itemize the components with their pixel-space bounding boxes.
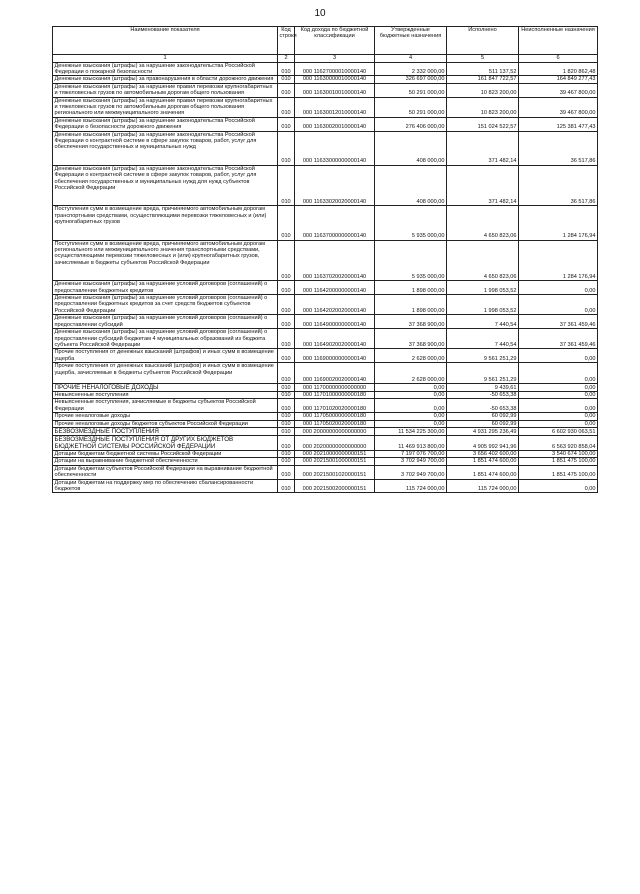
indicator-name-cell: Денежные взыскания (штрафы) за нарушение условий договоров (соглашений) о предоставлении бюджетных кредитов: [53, 281, 278, 295]
table-row: [53, 131, 598, 165]
executed-cell: 60 092,99: [447, 420, 519, 427]
indicator-name-cell: Прочие неналоговые доходы бюджетов субъектов Российской Федерации: [53, 420, 278, 427]
indicator-name-cell: Дотации бюджетам субъектов Российской Федерации на выравнивание бюджетной обеспеченности: [53, 465, 278, 479]
indicator-name-cell: Дотации на выравнивание бюджетной обеспеченности: [53, 458, 278, 465]
line-code-cell: 010: [278, 295, 295, 315]
unexecuted-cell: 0,00: [519, 479, 598, 493]
income-code-cell: 000 11637000000000140: [295, 206, 375, 240]
approved-cell: 50 291 000,00: [375, 97, 447, 117]
executed-cell: 161 847 722,57: [447, 76, 519, 83]
approved-cell: 3 702 949 700,00: [375, 465, 447, 479]
approved-cell: 11 469 913 800,00: [375, 435, 447, 450]
unexecuted-cell: 164 849 277,43: [519, 76, 598, 83]
executed-cell: 3 656 402 600,00: [447, 450, 519, 457]
executed-cell: 9 561 251,29: [447, 363, 519, 384]
unexecuted-cell: 1 284 176,94: [519, 206, 598, 240]
line-code-cell: 010: [278, 363, 295, 384]
executed-cell: 371 482,14: [447, 131, 519, 165]
income-code-cell: 000 11690000000000140: [295, 349, 375, 363]
indicator-name-cell: Денежные взыскания (штрафы) за нарушение правил перевозки крупногабаритных и тяжеловесных грузов по автомобильным дорогам общего пользования регионального или межмуниципального значения: [53, 97, 278, 117]
approved-cell: 0,00: [375, 383, 447, 391]
indicator-name-cell: Денежные взыскания (штрафы) за нарушение законодательства Российской Федерации о контрактной системе в сфере закупок товаров, работ, услуг для обеспечения государственных и муниципальных нужд: [53, 131, 278, 165]
approved-cell: 3 702 949 700,00: [375, 458, 447, 465]
income-code-cell: 000 20215001000000151: [295, 458, 375, 465]
executed-cell: 60 092,99: [447, 413, 519, 420]
unexecuted-cell: 39 467 800,00: [519, 97, 598, 117]
line-code-cell: 010: [278, 465, 295, 479]
table-row: [53, 83, 598, 97]
line-code-cell: 010: [278, 349, 295, 363]
income-code-cell: 000 11700000000000000: [295, 383, 375, 391]
table-row: [53, 399, 598, 413]
executed-cell: 1 851 474 600,00: [447, 465, 519, 479]
income-code-cell: 000 11649000000000140: [295, 315, 375, 329]
line-code-cell: 010: [278, 165, 295, 206]
table-row: [53, 117, 598, 131]
column-number: 3: [295, 55, 375, 63]
indicator-name-cell: ПРОЧИЕ НЕНАЛОГОВЫЕ ДОХОДЫ: [53, 383, 278, 391]
table-row: [53, 465, 598, 479]
executed-cell: 9 561 251,29: [447, 349, 519, 363]
table-row: [53, 435, 598, 450]
table-row: [53, 240, 598, 281]
line-code-cell: 010: [278, 329, 295, 349]
executed-cell: -50 653,38: [447, 391, 519, 398]
unexecuted-cell: 39 467 800,00: [519, 83, 598, 97]
unexecuted-cell: 37 361 459,46: [519, 329, 598, 349]
indicator-name-cell: Дотации бюджетам на поддержку мер по обеспечению сбалансированности бюджетов: [53, 479, 278, 493]
table-row: [53, 97, 598, 117]
indicator-name-cell: Поступления сумм в возмещение вреда, причиняемого автомобильным дорогам регионального или межмуниципального значения транспортными средствами, осуществляющими перевозки тяжеловесных и (или) крупногабаритных грузов, зачисляемые в бюджеты субъектов Российской Федерации: [53, 240, 278, 281]
line-code-cell: 010: [278, 435, 295, 450]
executed-cell: 7 440,54: [447, 315, 519, 329]
executed-cell: 1 998 053,52: [447, 295, 519, 315]
column-number: 6: [519, 55, 598, 63]
indicator-name-cell: БЕЗВОЗМЕЗДНЫЕ ПОСТУПЛЕНИЯ: [53, 427, 278, 435]
line-code-cell: 010: [278, 450, 295, 457]
line-code-cell: 010: [278, 206, 295, 240]
income-code-cell: 000 11642020020000140: [295, 295, 375, 315]
income-code-cell: 000 11633020020000140: [295, 165, 375, 206]
header-unexecuted: Неисполненные назначения: [519, 27, 598, 55]
unexecuted-cell: 0,00: [519, 383, 598, 391]
table-row: [53, 427, 598, 435]
indicator-name-cell: Прочие неналоговые доходы: [53, 413, 278, 420]
indicator-name-cell: Дотации бюджетам бюджетной системы Российской Федерации: [53, 450, 278, 457]
approved-cell: 0,00: [375, 413, 447, 420]
executed-cell: 10 823 200,00: [447, 83, 519, 97]
table-row: [53, 165, 598, 206]
income-code-cell: 000 11630000010000140: [295, 76, 375, 83]
approved-cell: 5 935 000,00: [375, 206, 447, 240]
approved-cell: 2 332 000,00: [375, 62, 447, 76]
indicator-name-cell: Денежные взыскания (штрафы) за правонарушения в области дорожного движения: [53, 76, 278, 83]
income-code-cell: 000 11642000000000140: [295, 281, 375, 295]
executed-cell: 511 137,52: [447, 62, 519, 76]
income-code-cell: 000 11705000000000180: [295, 413, 375, 420]
executed-cell: 4 931 295 236,49: [447, 427, 519, 435]
line-code-cell: 010: [278, 413, 295, 420]
indicator-name-cell: БЕЗВОЗМЕЗДНЫЕ ПОСТУПЛЕНИЯ ОТ ДРУГИХ БЮДЖЕТОВ БЮДЖЕТНОЙ СИСТЕМЫ РОССИЙСКОЙ ФЕДЕРАЦИИ: [53, 435, 278, 450]
indicator-name-cell: Денежные взыскания (штрафы) за нарушение правил перевозки крупногабаритных и тяжеловесных грузов по автомобильным дорогам общего пользования: [53, 83, 278, 97]
table-row: [53, 329, 598, 349]
approved-cell: 50 291 000,00: [375, 83, 447, 97]
indicator-name-cell: Денежные взыскания (штрафы) за нарушение условий договоров (соглашений) о предоставлении субсидий бюджетам 4 муниципальных образований из бюджета субъекта Российской Федерации: [53, 329, 278, 349]
approved-cell: 11 534 225 300,00: [375, 427, 447, 435]
executed-cell: 7 440,54: [447, 329, 519, 349]
table-header-row: [53, 27, 598, 55]
executed-cell: 151 024 522,57: [447, 117, 519, 131]
line-code-cell: 010: [278, 131, 295, 165]
unexecuted-cell: 3 540 674 100,00: [519, 450, 598, 457]
executed-cell: 4 905 992 941,96: [447, 435, 519, 450]
approved-cell: 7 197 076 700,00: [375, 450, 447, 457]
approved-cell: 2 628 000,00: [375, 349, 447, 363]
indicator-name-cell: Прочие поступления от денежных взысканий (штрафов) и иных сумм в возмещение ущерба, зачисляемые в бюджеты субъектов Российской Федерации: [53, 363, 278, 384]
income-code-cell: 000 11627000010000140: [295, 62, 375, 76]
line-code-cell: 010: [278, 281, 295, 295]
executed-cell: 10 823 200,00: [447, 97, 519, 117]
approved-cell: 115 724 000,00: [375, 479, 447, 493]
indicator-name-cell: Денежные взыскания (штрафы) за нарушение условий договоров (соглашений) о предоставлении бюджетных кредитов за счет средств бюджетов субъектов Российской Федерации: [53, 295, 278, 315]
income-code-cell: 000 11637020020000140: [295, 240, 375, 281]
income-code-cell: 000 11690020020000140: [295, 363, 375, 384]
unexecuted-cell: 0,00: [519, 391, 598, 398]
table-row: [53, 363, 598, 384]
unexecuted-cell: 1 820 862,48: [519, 62, 598, 76]
line-code-cell: 010: [278, 458, 295, 465]
income-code-cell: 000 11630012010000140: [295, 97, 375, 117]
table-row: [53, 315, 598, 329]
header-executed: Исполнено: [447, 27, 519, 55]
executed-cell: 9 439,61: [447, 383, 519, 391]
line-code-cell: 010: [278, 479, 295, 493]
unexecuted-cell: 0,00: [519, 349, 598, 363]
header-approved: Утвержденные бюджетные назначения: [375, 27, 447, 55]
line-code-cell: 010: [278, 97, 295, 117]
executed-cell: 1 851 474 600,00: [447, 458, 519, 465]
unexecuted-cell: 0,00: [519, 295, 598, 315]
unexecuted-cell: 125 381 477,43: [519, 117, 598, 131]
income-code-cell: 000 20000000000000000: [295, 427, 375, 435]
indicator-name-cell: Денежные взыскания (штрафы) за нарушение законодательства Российской Федерации о пожарной безопасности: [53, 62, 278, 76]
table-row: [53, 479, 598, 493]
header-line-code: Код строки: [278, 27, 295, 55]
approved-cell: 276 406 000,00: [375, 117, 447, 131]
column-number: 5: [447, 55, 519, 63]
approved-cell: 2 628 000,00: [375, 363, 447, 384]
budget-execution-table: [52, 26, 598, 493]
indicator-name-cell: Невыясненные поступления, зачисляемые в бюджеты субъектов Российской Федерации: [53, 399, 278, 413]
income-code-cell: 000 11701000000000180: [295, 391, 375, 398]
income-code-cell: 000 20215002000000151: [295, 479, 375, 493]
executed-cell: 1 998 053,52: [447, 281, 519, 295]
executed-cell: 115 724 000,00: [447, 479, 519, 493]
income-code-cell: 000 11633000000000140: [295, 131, 375, 165]
header-indicator-name: Наименование показателя: [53, 27, 278, 55]
income-code-cell: 000 20215001020000151: [295, 465, 375, 479]
approved-cell: 408 000,00: [375, 131, 447, 165]
indicator-name-cell: Невыясненные поступления: [53, 391, 278, 398]
unexecuted-cell: 36 517,86: [519, 131, 598, 165]
line-code-cell: 010: [278, 427, 295, 435]
line-code-cell: 010: [278, 399, 295, 413]
table-row: [53, 391, 598, 398]
header-income-code: Код дохода по бюджетной классификации: [295, 27, 375, 55]
unexecuted-cell: 0,00: [519, 363, 598, 384]
indicator-name-cell: Прочие поступления от денежных взысканий (штрафов) и иных сумм в возмещение ущерба: [53, 349, 278, 363]
table-row: [53, 349, 598, 363]
line-code-cell: 010: [278, 76, 295, 83]
line-code-cell: 010: [278, 240, 295, 281]
income-code-cell: 000 11630010010000140: [295, 83, 375, 97]
income-code-cell: 000 11630020010000140: [295, 117, 375, 131]
approved-cell: 1 898 000,00: [375, 295, 447, 315]
table-row: [53, 413, 598, 420]
table-row: [53, 206, 598, 240]
executed-cell: 371 482,14: [447, 165, 519, 206]
line-code-cell: 010: [278, 117, 295, 131]
income-code-cell: 000 11705020020000180: [295, 420, 375, 427]
approved-cell: 408 000,00: [375, 165, 447, 206]
approved-cell: 37 368 900,00: [375, 329, 447, 349]
unexecuted-cell: 1 851 475 100,00: [519, 465, 598, 479]
table-row: [53, 383, 598, 391]
table-row: [53, 295, 598, 315]
line-code-cell: 010: [278, 420, 295, 427]
income-code-cell: 000 11649020020000140: [295, 329, 375, 349]
indicator-name-cell: Денежные взыскания (штрафы) за нарушение законодательства Российской Федерации о безопасности дорожного движения: [53, 117, 278, 131]
unexecuted-cell: 1 851 475 100,00: [519, 458, 598, 465]
unexecuted-cell: 0,00: [519, 399, 598, 413]
column-number-row: [53, 55, 598, 63]
page-number: 10: [314, 8, 326, 19]
approved-cell: 326 697 000,00: [375, 76, 447, 83]
line-code-cell: 010: [278, 383, 295, 391]
unexecuted-cell: 0,00: [519, 420, 598, 427]
income-code-cell: 000 20210000000000151: [295, 450, 375, 457]
indicator-name-cell: Поступления сумм в возмещение вреда, причиняемого автомобильным дорогам транспортными средствами, осуществляющими перевозки тяжеловесных и (или) крупногабаритных грузов: [53, 206, 278, 240]
approved-cell: 0,00: [375, 420, 447, 427]
table-row: [53, 450, 598, 457]
line-code-cell: 010: [278, 62, 295, 76]
approved-cell: 1 898 000,00: [375, 281, 447, 295]
unexecuted-cell: 0,00: [519, 413, 598, 420]
column-number: 1: [53, 55, 278, 63]
unexecuted-cell: 6 602 930 063,51: [519, 427, 598, 435]
approved-cell: 0,00: [375, 391, 447, 398]
approved-cell: 5 935 000,00: [375, 240, 447, 281]
column-number: 2: [278, 55, 295, 63]
indicator-name-cell: Денежные взыскания (штрафы) за нарушение условий договоров (соглашений) о предоставлении субсидий: [53, 315, 278, 329]
table-row: [53, 458, 598, 465]
line-code-cell: 010: [278, 315, 295, 329]
line-code-cell: 010: [278, 391, 295, 398]
executed-cell: 4 650 823,06: [447, 206, 519, 240]
column-number: 4: [375, 55, 447, 63]
executed-cell: 4 650 823,06: [447, 240, 519, 281]
line-code-cell: 010: [278, 83, 295, 97]
table-row: [53, 62, 598, 76]
table-row: [53, 420, 598, 427]
unexecuted-cell: 1 284 176,94: [519, 240, 598, 281]
income-code-cell: 000 20200000000000000: [295, 435, 375, 450]
unexecuted-cell: 36 517,86: [519, 165, 598, 206]
unexecuted-cell: 6 563 920 858,04: [519, 435, 598, 450]
income-code-cell: 000 11701020020000180: [295, 399, 375, 413]
table-row: [53, 76, 598, 83]
executed-cell: -50 653,38: [447, 399, 519, 413]
table-row: [53, 281, 598, 295]
indicator-name-cell: Денежные взыскания (штрафы) за нарушение законодательства Российской Федерации о контрактной системе в сфере закупок товаров, работ, услуг для обеспечения государственных и муниципальных нужд для нужд субъектов Российской Федерации: [53, 165, 278, 206]
unexecuted-cell: 37 361 459,46: [519, 315, 598, 329]
approved-cell: 0,00: [375, 399, 447, 413]
approved-cell: 37 368 900,00: [375, 315, 447, 329]
unexecuted-cell: 0,00: [519, 281, 598, 295]
